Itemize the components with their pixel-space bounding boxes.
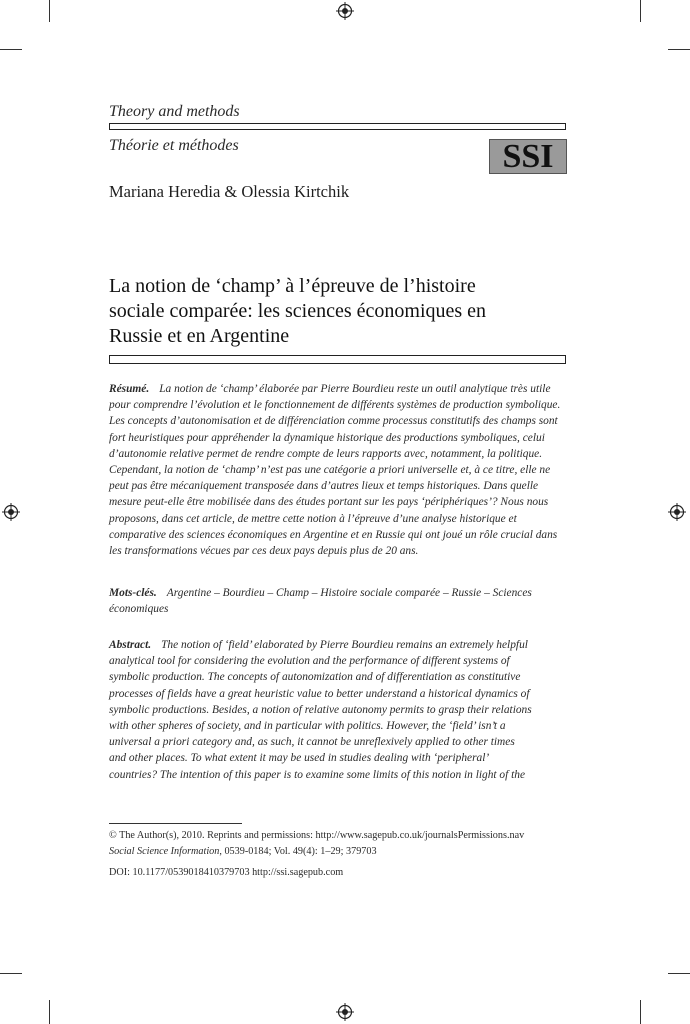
- abstract-line: universal a priori category and, as such, it cannot be unreflexively applied to other times: [109, 736, 515, 749]
- resume-line: Cependant, la notion de ‘champ’ n’est pas une catégorie a priori universelle et, à ce titre, elle ne: [109, 464, 551, 477]
- crop-mark: [49, 1000, 50, 1024]
- authors: Mariana Heredia & Olessia Kirtchik: [109, 182, 350, 201]
- section-heading-fr: Théorie et méthodes: [109, 137, 239, 154]
- resume-line: proposons, dans cet article, de mettre cette notion à l’épreuve d’une analyse historique et: [109, 512, 517, 525]
- journal-logo: SSI: [489, 139, 567, 174]
- crop-mark: [640, 0, 641, 22]
- footnote-rule: [109, 823, 242, 824]
- header-rule: [109, 123, 566, 130]
- registration-mark-icon: [336, 2, 354, 20]
- crop-mark: [640, 1000, 641, 1024]
- registration-mark-icon: [336, 1003, 354, 1021]
- resume-paragraph: [109, 381, 567, 559]
- citation-line: [109, 844, 377, 859]
- abstract-line: analytical tool for considering the evolution and the performance of different systems of: [109, 655, 510, 668]
- keywords-paragraph: [109, 585, 567, 617]
- abstract-line: processes of fields have a great heuristic value to better understand a historical dynamics of: [109, 687, 530, 700]
- abstract-first-line: Abstract. The notion of ‘field’ elaborated by Pierre Bourdieu remains an extremely helpful: [109, 639, 528, 651]
- title-line: sociale comparée: les sciences économiques en: [109, 300, 487, 322]
- abstract-line: symbolic production. The concepts of autonomization and of differentiation as constitutive: [109, 671, 521, 684]
- abstract-line: symbolic productions. Besides, a notion of relative autonomy permits to grasp their relations: [109, 703, 532, 716]
- resume-line: pour comprendre l’évolution et le fonctionnement de différents systèmes de production symbolique.: [109, 399, 561, 412]
- registration-mark-icon: [668, 503, 686, 521]
- keywords-line: économiques: [109, 603, 169, 616]
- crop-mark: [0, 49, 22, 50]
- resume-line: comparative des sciences économiques en Argentine et en Russie qui ont joué un rôle crucial dans: [109, 528, 558, 541]
- resume-first-line: Résumé. La notion de ‘champ’ élaborée par Pierre Bourdieu reste un outil analytique très utile: [109, 383, 551, 395]
- citation-details: , 0539-0184; Vol. 49(4): 1–29; 379703: [219, 846, 377, 857]
- resume-line: peut pas être mécaniquement transposée dans d’autres lieux et temps historiques. Dans quelle: [109, 480, 539, 493]
- copyright-line: © The Author(s), 2010. Reprints and permissions: http://www.sagepub.co.uk/journalsPermissions.nav: [109, 830, 525, 841]
- abstract-line: countries? The intention of this paper is to examine some limits of this notion in light of the: [109, 768, 526, 781]
- article-title: [109, 274, 569, 349]
- resume-label: Résumé.: [109, 383, 150, 395]
- resume-line: mesure peut-elle être mobilisée dans des études portant sur les pays ‘périphériques’? Nous nous: [109, 496, 549, 509]
- crop-mark: [49, 0, 50, 22]
- doi-line: DOI: 10.1177/0539018410379703 http://ssi.sagepub.com: [109, 867, 344, 878]
- abstract-label: Abstract.: [109, 639, 152, 651]
- title-line: La notion de ‘champ’ à l’épreuve de l’histoire: [109, 275, 476, 297]
- keywords-first-line: Mots-clés. Argentine – Bourdieu – Champ – Histoire sociale comparée – Russie – Sciences: [109, 587, 532, 599]
- abstract-line: and other places. To what extent it may be used in studies dealing with ‘peripheral’: [109, 752, 490, 765]
- crop-mark: [668, 49, 690, 50]
- keywords-label: Mots-clés.: [109, 587, 157, 599]
- abstract-line: with other spheres of society, and in particular with politics. However, the ‘field’ isn’t a: [109, 720, 506, 733]
- registration-mark-icon: [2, 503, 20, 521]
- resume-line: Les concepts d’autonomisation et de différenciation comme processus constitutifs des champs sont: [109, 415, 558, 428]
- resume-line: les transformations vécues par ces deux pays depuis plus de 20 ans.: [109, 545, 419, 558]
- title-line: Russie et en Argentine: [109, 325, 290, 347]
- crop-mark: [0, 973, 22, 974]
- title-rule: [109, 355, 566, 364]
- resume-line: d’autonomie relative permet de rendre compte de leurs rapports avec, notamment, la politique.: [109, 447, 543, 460]
- section-heading-en: Theory and methods: [109, 103, 240, 120]
- resume-line: fort heuristiques pour appréhender la dynamique historique des productions symboliques, celui: [109, 431, 545, 444]
- crop-mark: [668, 973, 690, 974]
- journal-name: Social Science Information: [109, 846, 220, 857]
- abstract-paragraph: [109, 637, 567, 783]
